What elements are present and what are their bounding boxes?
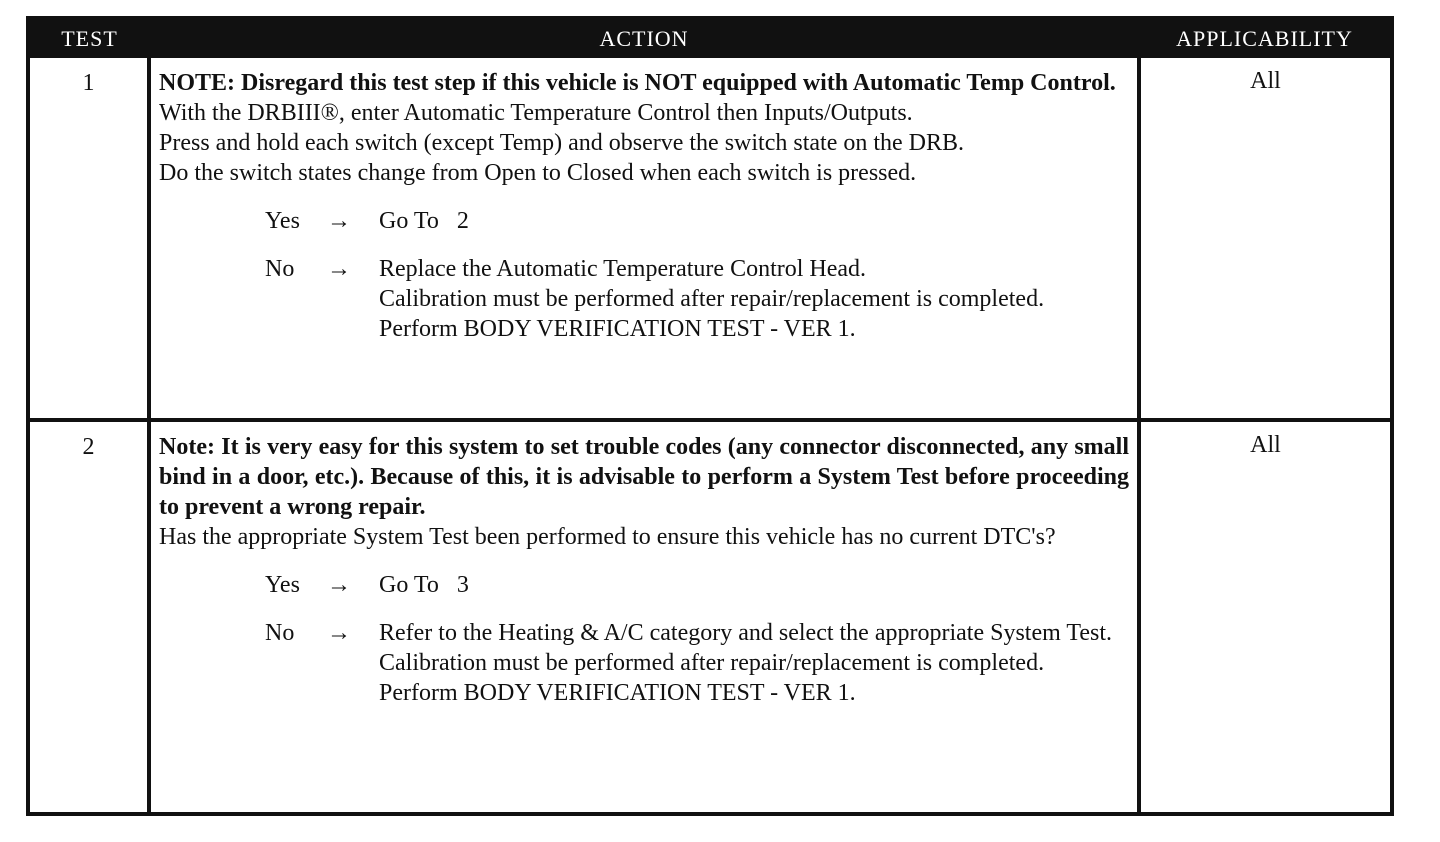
instruction-line: Has the appropriate System Test been performed to ensure this vehicle has no current DTC's? [159,524,1056,550]
table-row [30,58,1390,420]
applicability-value: All [1250,68,1281,94]
applicability-value: All [1139,420,1390,812]
header-row [30,20,1390,58]
test-number: 1 [30,58,149,420]
no-branch [265,254,1129,344]
header-test: TEST [30,20,149,58]
yes-label: Yes [265,572,300,598]
no-result-line: Calibration must be performed after repair/replacement is completed. [379,286,1045,312]
arrow-icon: → [327,256,351,282]
test-number: 2 [30,420,149,812]
no-result-line: Calibration must be performed after repair/replacement is completed. [379,650,1045,676]
instruction-line: Do the switch states change from Open to Closed when each switch is pressed. [159,160,917,186]
header-applicability: APPLICABILITY [1139,20,1390,58]
no-branch [265,618,1129,708]
arrow-icon: → [327,620,351,646]
diagnostic-test-table [26,16,1394,816]
action-cell [149,58,1139,420]
yes-label: Yes [265,208,300,234]
instruction-line: With the DRBIII®, enter Automatic Temperature Control then Inputs/Outputs. [159,100,913,126]
no-label: No [265,256,295,282]
no-result [379,254,1129,344]
instruction-line: Press and hold each switch (except Temp) and observe the switch state on the DRB. [159,130,965,156]
yes-result: Go To 2 [379,208,469,234]
yes-branch [265,570,1129,600]
action-cell [149,420,1139,812]
yes-branch [265,206,1129,236]
note-text: NOTE: Disregard this test step if this vehicle is NOT equipped with Automatic Temp Control. [159,70,1116,96]
no-label: No [265,620,295,646]
note-text: Note: It is very easy for this system to set trouble codes (any connector disconnected, any small bind in a door, etc.). Because of this, it is advisable to perform a System Test before proceeding to prevent a wrong repair. [159,434,1129,520]
test-table [30,20,1390,812]
no-result-line: Perform BODY VERIFICATION TEST - VER 1. [379,680,856,706]
arrow-icon: → [327,208,351,234]
no-result-line: Replace the Automatic Temperature Control Head. [379,256,867,282]
header-action: ACTION [149,20,1139,58]
arrow-icon: → [327,572,351,598]
yes-result: Go To 3 [379,572,469,598]
no-result-line: Perform BODY VERIFICATION TEST - VER 1. [379,316,856,342]
no-result [379,618,1129,708]
no-result-line: Refer to the Heating & A/C category and select the appropriate System Test. [379,620,1112,646]
table-row [30,420,1390,812]
